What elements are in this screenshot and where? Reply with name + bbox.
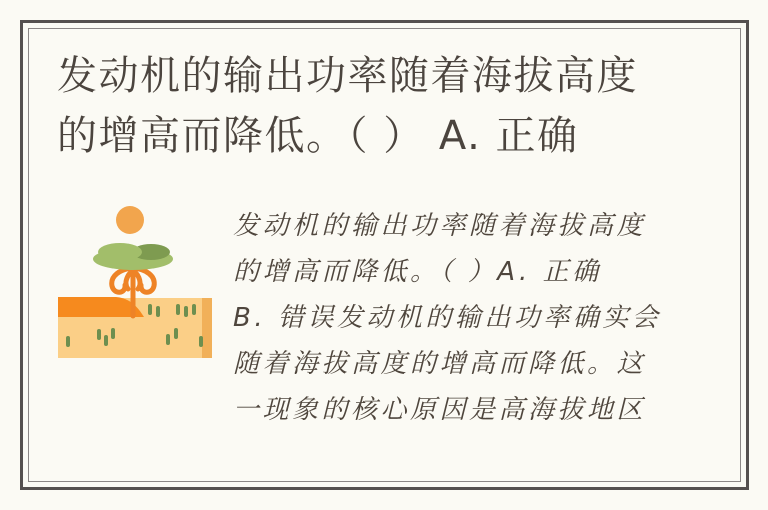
question-title	[57, 46, 638, 166]
body-line-2: 的增高而降低。（ ）A. 正确	[233, 257, 602, 287]
sun-icon	[116, 206, 144, 234]
question-body	[233, 203, 661, 433]
body-line-1: 发动机的输出功率随着海拔高度	[233, 211, 647, 241]
title-line-2: 的增高而降低。（ ） A. 正确	[57, 113, 579, 159]
body-line-5: 一现象的核心原因是高海拔地区	[233, 395, 647, 425]
landscape-illustration	[58, 196, 214, 362]
body-line-3: B. 错误发动机的输出功率确实会	[233, 303, 662, 333]
title-line-1: 发动机的输出功率随着海拔高度	[57, 53, 638, 99]
body-line-4: 随着海拔高度的增高而降低。这	[233, 349, 647, 379]
